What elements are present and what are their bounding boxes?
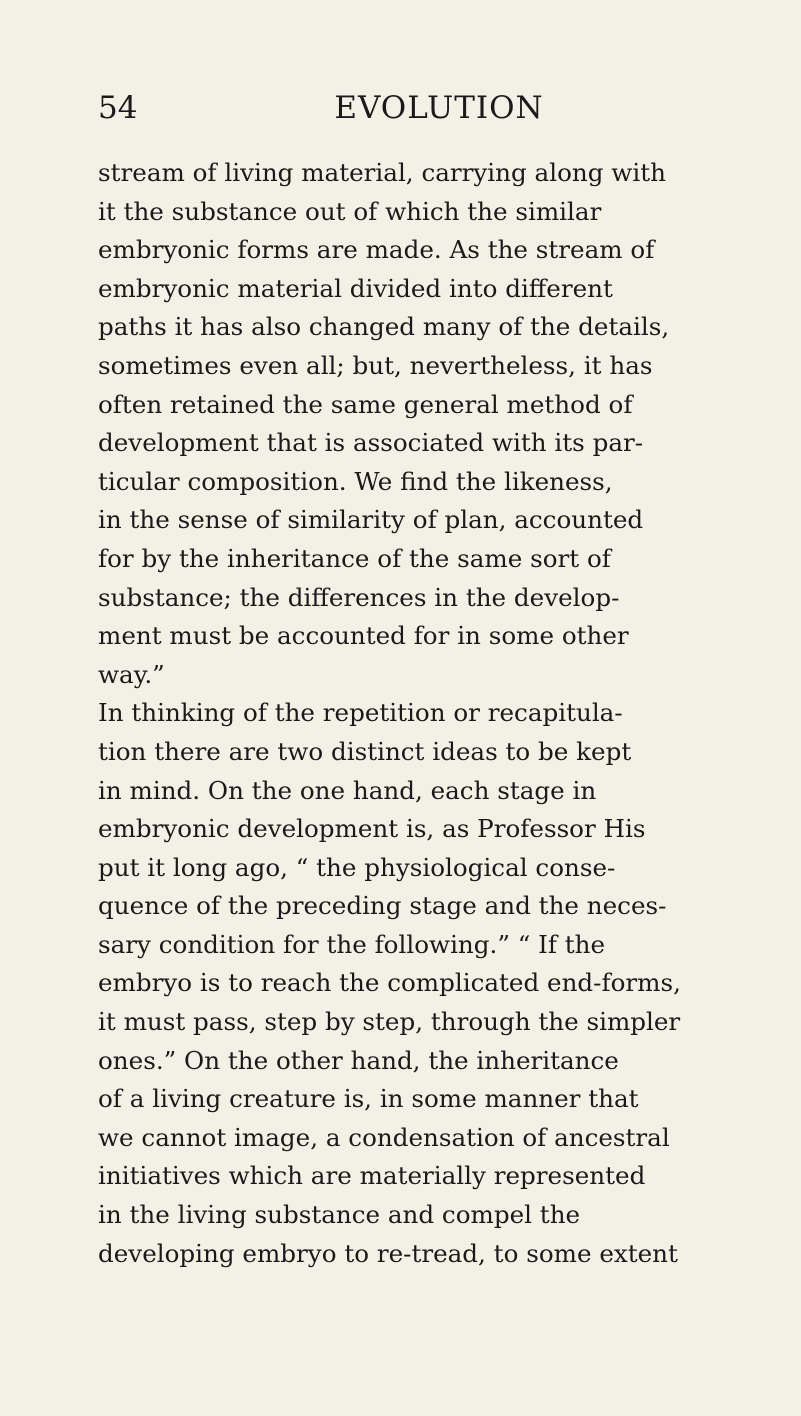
page-number: 54 <box>98 90 138 126</box>
body-text <box>98 154 798 1273</box>
text-line: it must pass, step by step, through the simpler <box>98 1007 681 1037</box>
text-line: embryo is to reach the complicated end-forms, <box>98 968 681 998</box>
text-line: for by the inheritance of the same sort of <box>98 543 611 573</box>
text-line: embryonic material divided into different <box>98 273 613 303</box>
text-line: ticular composition. We find the likeness, <box>98 466 613 496</box>
text-line: ment must be accounted for in some other <box>98 621 629 651</box>
running-title: EVOLUTION <box>334 90 544 126</box>
text-line: initiatives which are materially represented <box>98 1161 646 1191</box>
text-line: ones.” On the other hand, the inheritance <box>98 1045 619 1075</box>
text-line: in the living substance and compel the <box>98 1200 581 1230</box>
text-line: stream of living material, carrying along with <box>98 158 666 187</box>
text-line: development that is associated with its par- <box>98 428 644 458</box>
text-line: put it long ago, “ the physiological conse- <box>98 852 616 882</box>
paragraph-start-line: In thinking of the repetition or recapitula- <box>98 698 623 728</box>
text-line: tion there are two distinct ideas to be kept <box>98 736 632 766</box>
text-line: embryonic forms are made. As the stream of <box>98 235 655 265</box>
text-line: we cannot image, a condensation of ancestral <box>98 1122 670 1152</box>
text-line: sary condition for the following.” “ If the <box>98 929 606 959</box>
text-line: in the sense of similarity of plan, accounted <box>98 505 644 535</box>
text-line: it the substance out of which the similar <box>98 196 602 226</box>
text-line: developing embryo to re-tread, to some extent <box>98 1238 678 1268</box>
text-line: often retained the same general method of <box>98 389 633 419</box>
text-line: paths it has also changed many of the details, <box>98 312 670 342</box>
text-line: substance; the differences in the develop- <box>98 582 620 612</box>
text-line: way.” <box>98 659 165 689</box>
text-line: in mind. On the one hand, each stage in <box>98 775 597 805</box>
text-line: sometimes even all; but, nevertheless, it has <box>98 350 653 380</box>
running-head <box>98 88 748 128</box>
text-line: quence of the preceding stage and the neces- <box>98 891 667 921</box>
text-line: embryonic development is, as Professor His <box>98 814 646 844</box>
text-line: of a living creature is, in some manner that <box>98 1084 639 1114</box>
